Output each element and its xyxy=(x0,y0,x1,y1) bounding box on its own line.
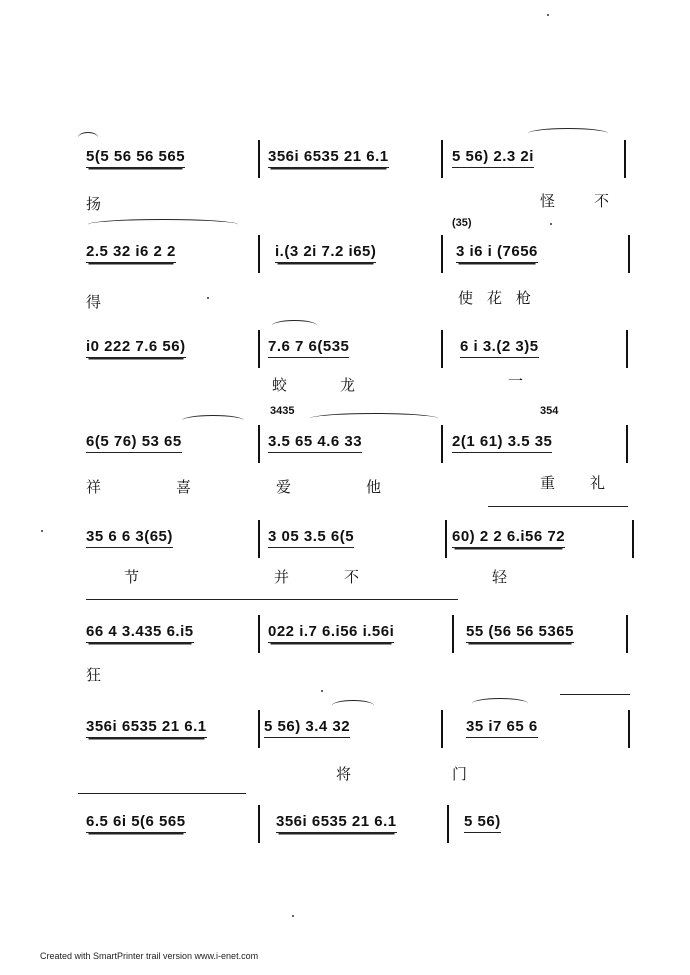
lyric: 不 xyxy=(344,568,360,586)
notes: 7.6 7 6(535 xyxy=(268,338,349,358)
slur xyxy=(86,599,458,610)
barline xyxy=(441,140,443,178)
slur xyxy=(88,219,238,230)
slur xyxy=(310,413,438,424)
barline xyxy=(258,140,260,178)
barline xyxy=(441,235,443,273)
barline xyxy=(626,615,628,653)
barline xyxy=(626,330,628,368)
score-row-4 xyxy=(0,405,690,485)
barline xyxy=(445,520,447,558)
slur xyxy=(560,694,630,705)
lyric: 怪 xyxy=(540,192,556,210)
lyric: 礼 xyxy=(590,474,606,492)
barline xyxy=(258,520,260,558)
slur xyxy=(488,506,628,517)
notes: i.(3 2i 7.2 i65) xyxy=(275,243,376,263)
slur xyxy=(182,415,244,426)
score-row-7 xyxy=(0,710,690,770)
speck xyxy=(547,14,549,16)
lyric: 门 xyxy=(452,765,468,783)
notes: 356i 6535 21 6.1 xyxy=(276,813,397,833)
notes: 5 56) xyxy=(464,813,501,833)
lyric: 他 xyxy=(366,478,382,496)
notes: 66 4 3.435 6.i5 xyxy=(86,623,194,643)
notes: 356i 6535 21 6.1 xyxy=(268,148,389,168)
lyric: 一 xyxy=(508,372,524,390)
lyric: 重 xyxy=(540,474,556,492)
notes: 5 56) 3.4 32 xyxy=(264,718,350,738)
grace-annotation: 3435 xyxy=(270,405,295,417)
speck xyxy=(207,297,209,299)
slur xyxy=(332,700,374,711)
barline xyxy=(258,425,260,463)
lyric: 龙 xyxy=(340,376,356,394)
barline xyxy=(258,330,260,368)
score-row-1 xyxy=(0,140,690,200)
lyric: 祥 xyxy=(86,478,102,496)
score-row-6 xyxy=(0,615,690,675)
notes: 6(5 76) 53 65 xyxy=(86,433,182,453)
lyric: 狂 xyxy=(86,666,102,684)
speck xyxy=(550,223,552,225)
notes: 5 56) 2.3 2i xyxy=(452,148,534,168)
speck xyxy=(321,690,323,692)
speck xyxy=(292,915,294,917)
lyric: 不 xyxy=(594,192,610,210)
footer-watermark: Created with SmartPrinter trail version www.i-enet.com xyxy=(40,951,259,961)
notes: i0 222 7.6 56) xyxy=(86,338,186,358)
lyric: 并 xyxy=(274,568,290,586)
barline xyxy=(628,235,630,273)
slur xyxy=(78,793,246,804)
barline xyxy=(628,710,630,748)
notes: 6 i 3.(2 3)5 xyxy=(460,338,539,358)
notes: 3 i6 i (7656 xyxy=(456,243,538,263)
lyric: 使花枪 xyxy=(458,289,546,307)
barline xyxy=(447,805,449,843)
barline xyxy=(258,805,260,843)
notes: 6.5 6i 5(6 565 xyxy=(86,813,186,833)
barline xyxy=(258,235,260,273)
notes: 5(5 56 56 565 xyxy=(86,148,185,168)
slur xyxy=(528,128,608,139)
speck xyxy=(41,530,43,532)
score-row-8 xyxy=(0,805,690,865)
grace-annotation: 354 xyxy=(540,405,559,417)
lyric: 扬 xyxy=(86,195,102,213)
barline xyxy=(624,140,626,178)
barline xyxy=(452,615,454,653)
barline xyxy=(258,615,260,653)
notes: 2(1 61) 3.5 35 xyxy=(452,433,552,453)
slur xyxy=(78,132,98,143)
notes: 356i 6535 21 6.1 xyxy=(86,718,207,738)
barline xyxy=(441,330,443,368)
slur xyxy=(472,698,528,709)
notes: 3 05 3.5 6(5 xyxy=(268,528,354,548)
notes: 35 6 6 3(65) xyxy=(86,528,173,548)
lyric: 将 xyxy=(336,765,352,783)
lyric: 轻 xyxy=(492,568,508,586)
notes: 2.5 32 i6 2 2 xyxy=(86,243,176,263)
lyric: 得 xyxy=(86,293,102,311)
lyric: 爱 xyxy=(276,478,292,496)
notes: 3.5 65 4.6 33 xyxy=(268,433,362,453)
barline xyxy=(441,710,443,748)
slur xyxy=(272,320,317,331)
notes: 60) 2 2 6.i56 72 xyxy=(452,528,565,548)
notes: 022 i.7 6.i56 i.56i xyxy=(268,623,394,643)
barline xyxy=(441,425,443,463)
notes: 55 (56 56 5365 xyxy=(466,623,574,643)
barline xyxy=(632,520,634,558)
barline xyxy=(626,425,628,463)
lyric: 节 xyxy=(124,568,140,586)
lyric: 蛟 xyxy=(272,376,288,394)
score-row-2 xyxy=(0,217,690,295)
lyric: 喜 xyxy=(176,478,192,496)
notes: 35 i7 65 6 xyxy=(466,718,538,738)
grace-annotation: (35) xyxy=(452,217,472,229)
barline xyxy=(258,710,260,748)
